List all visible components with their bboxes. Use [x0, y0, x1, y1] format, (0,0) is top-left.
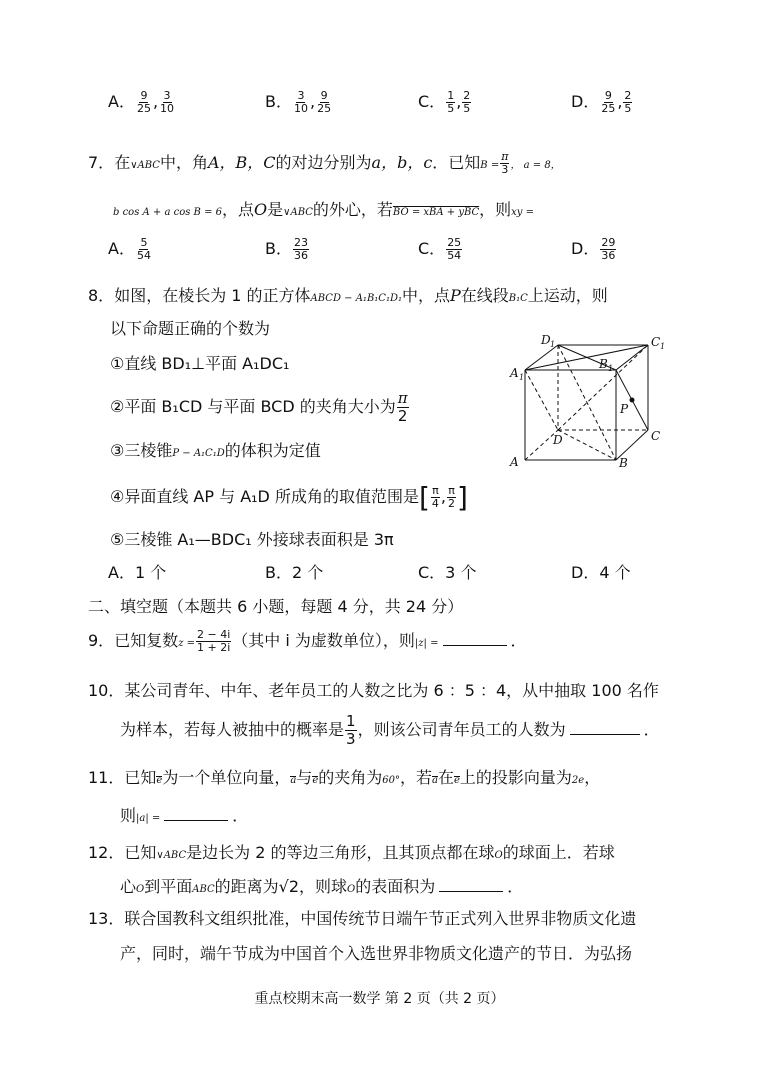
q6-option-c: C． $\frac{1}{5}$ , $\frac{2}{5}$	[418, 89, 471, 115]
q12-line2: 心O到平面ABC的距离为√2，则球O的表面积为 ．	[120, 877, 524, 896]
page-footer: 重点校期末高一数学 第 2 页（共 2 页）	[254, 991, 505, 1007]
q11-answer-blank[interactable]	[164, 806, 228, 821]
q12-line1: 12．已知∨ABC是边长为 2 的等边三角形，且其顶点都在球O的球面上．若球	[88, 843, 615, 862]
q7-option-d: D． $\frac{29}{36}$	[571, 236, 616, 262]
label-b1: B	[599, 357, 608, 371]
q8-statement-4: ④异面直线 AP 与 A₁D 所成角的取值范围是[ $\frac{\pi}{4}$ , $\frac{\pi}{2}$ ]	[110, 481, 468, 514]
label-c1: C	[651, 335, 661, 349]
q8-option-b: B．2 个	[265, 563, 324, 582]
q13-line2: 产，同时，端午节成为中国首个入选世界非物质文化遗产的节日．为弘扬	[120, 944, 633, 963]
q8-statement-3: ③三棱锥P − A₁C₁D的体积为定值	[110, 441, 321, 460]
q12-answer-blank[interactable]	[439, 877, 503, 892]
label-p: P	[620, 402, 629, 416]
label-a1: A	[510, 366, 519, 380]
cube-figure	[508, 333, 708, 473]
q9-answer-blank[interactable]	[443, 631, 507, 646]
label-a: A	[510, 455, 519, 469]
svg-text:1: 1	[608, 364, 614, 373]
q9: 9．已知复数z = $\frac{2 - 4i}{1 + 2i}$ （其中 i 为虚数单位），则|z| = ．	[88, 628, 527, 654]
q8-line1: 8．如图，在棱长为 1 的正方体ABCD − A₁B₁C₁D₁中，点P在线段B₁C上运动，则	[88, 286, 608, 305]
q6-option-a: A． $\frac{9}{25}$ , $\frac{3}{10}$	[108, 89, 175, 115]
q8-option-a: A．1 个	[108, 563, 167, 582]
q6-option-b: B． $\frac{3}{10}$ , $\frac{9}{25}$	[265, 89, 332, 115]
q11-line2: 则|a| = ．	[120, 806, 249, 825]
q7-line2: b cos A + a cos B = 6，点O是∨ABC的外心，若BO = xBA + yBC，则xy =	[113, 200, 535, 219]
q8-statement-5: ⑤三棱锥 A₁—BDC₁ 外接球表面积是 3π	[110, 530, 394, 549]
q10-answer-blank[interactable]	[570, 720, 640, 735]
q10-line2: 为样本，若每人被抽中的概率是 $\frac{1}{3}$ ，则该公司青年员工的人数为 ．	[120, 712, 660, 748]
q11-line1: 11．已知e为一个单位向量，a与e的夹角为60°，若a在e上的投影向量为2e，	[88, 768, 601, 787]
section-2-title: 二、填空题（本题共 6 小题，每题 4 分，共 24 分）	[88, 597, 464, 616]
q10-line1: 10．某公司青年、中年、老年员工的人数之比为 6 ：5 ：4，从中抽取 100 名作	[88, 681, 659, 700]
svg-text:1: 1	[519, 373, 525, 382]
svg-text:1: 1	[550, 340, 556, 349]
svg-text:1: 1	[660, 342, 666, 351]
label-c: C	[651, 429, 661, 443]
q7-option-b: B． $\frac{23}{36}$	[265, 236, 308, 262]
q8-line2: 以下命题正确的个数为	[110, 319, 271, 338]
q13-line1: 13．联合国教科文组织批准，中国传统节日端午节正式列入世界非物质文化遗	[88, 909, 637, 928]
q8-option-c: C．3 个	[418, 563, 477, 582]
q8-statement-1: ①直线 BD₁⊥平面 A₁DC₁	[110, 354, 290, 373]
q7-line1: 7．在∨ABC中，角A，B，C的对边分别为a，b，c．已知B = $\frac{\pi}{3}$ ， a = 8，	[88, 150, 561, 176]
q7-option-c: C． $\frac{25}{54}$	[418, 236, 462, 262]
q8-option-d: D．4 个	[571, 563, 631, 582]
q8-statement-2: ②平面 B₁CD 与平面 BCD 的夹角大小为 $\frac{\pi}{2}$	[110, 389, 408, 425]
label-d: D	[553, 433, 563, 447]
label-d1: D	[541, 333, 551, 347]
q6-option-d: D． $\frac{9}{25}$ , $\frac{2}{5}$	[571, 89, 632, 115]
q7-option-a: A． $\frac{5}{54}$	[108, 236, 151, 262]
label-b: B	[619, 456, 628, 470]
